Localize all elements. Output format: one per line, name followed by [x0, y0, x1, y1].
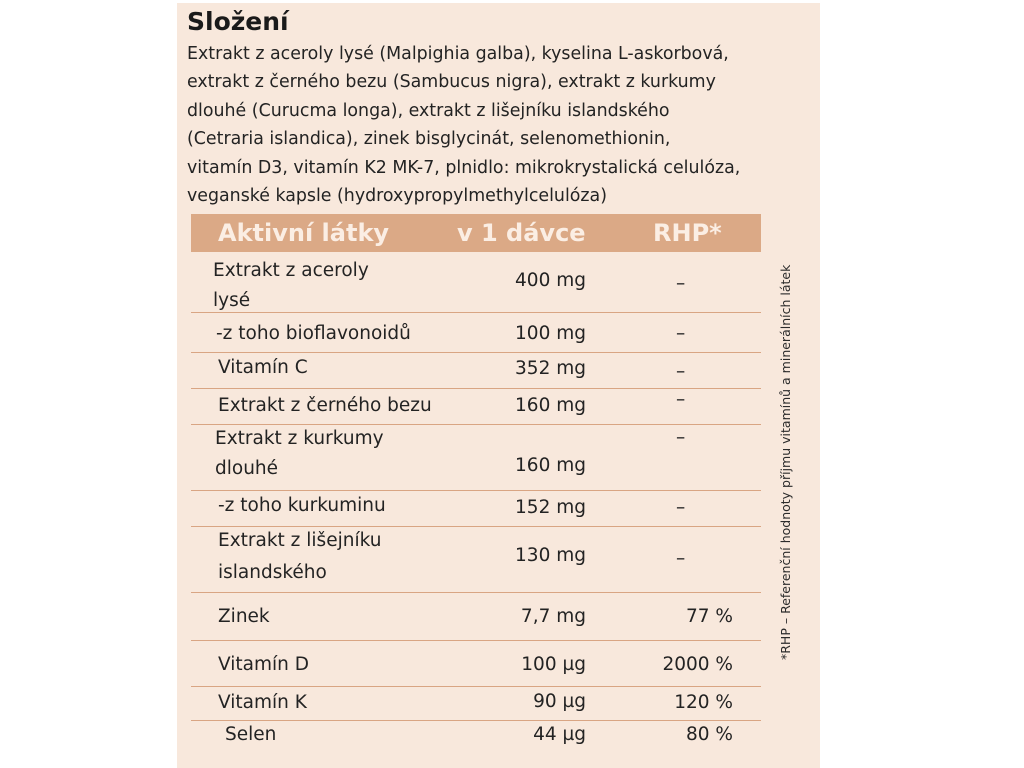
row-substance-name: islandského	[218, 562, 327, 583]
row-substance-name: Selen	[225, 724, 277, 745]
row-dose-value: 400 mg	[515, 270, 586, 291]
ingredients-line: vitamín D3, vitamín K2 MK-7, plnidlo: mikrokrystalická celulóza,	[187, 157, 741, 178]
header-per-dose: v 1 dávce	[457, 219, 586, 247]
row-substance-name: Extrakt z černého bezu	[218, 395, 432, 416]
row-rhp-value: 2000 %	[662, 654, 733, 675]
row-substance-name: Extrakt z lišejníku	[218, 530, 382, 551]
row-dose-value: 100 mg	[515, 323, 586, 344]
ingredients-line: extrakt z černého bezu (Sambucus nigra), extrakt z kurkumy	[187, 72, 716, 93]
row-dose-value: 90 µg	[533, 691, 586, 712]
row-dose-value: 7,7 mg	[520, 606, 586, 627]
row-rhp-value: 77 %	[686, 606, 733, 627]
row-dose-value: 160 mg	[515, 395, 586, 416]
ingredients-line: (Cetraria islandica), zinek bisglycinát, selenomethionin,	[187, 129, 671, 150]
ingredients-line: dlouhé (Curucma longa), extrakt z lišejníku islandského	[187, 100, 670, 121]
ingredients-text	[187, 40, 812, 210]
row-rhp-value: –	[676, 427, 686, 448]
table-header-row	[191, 214, 761, 252]
row-dose-value: 352 mg	[515, 358, 586, 379]
row-substance-name: lysé	[213, 290, 251, 311]
row-substance-name: Extrakt z aceroly	[213, 260, 369, 281]
row-substance-name: dlouhé	[215, 458, 279, 479]
row-substance-name: Vitamín C	[218, 357, 308, 378]
row-divider	[191, 312, 761, 313]
section-title: Složení	[187, 7, 289, 36]
row-rhp-value: –	[676, 273, 686, 294]
ingredients-line: veganské kapsle (hydroxypropylmethylcelulóza)	[187, 186, 607, 207]
row-substance-name: -z toho bioflavonoidů	[216, 323, 411, 344]
row-dose-value: 130 mg	[515, 545, 586, 566]
row-rhp-value: 80 %	[686, 724, 733, 745]
rhp-footnote: *RHP – Referenční hodnoty příjmu vitamínů a minerálních látek	[778, 264, 793, 660]
row-substance-name: Vitamín D	[218, 654, 309, 675]
row-dose-value: 44 µg	[533, 724, 586, 745]
row-rhp-value: –	[676, 361, 686, 382]
row-substance-name: Extrakt z kurkumy	[215, 428, 384, 449]
row-substance-name: -z toho kurkuminu	[218, 495, 386, 516]
row-rhp-value: –	[676, 548, 686, 569]
row-rhp-value: –	[676, 323, 686, 344]
row-substance-name: Vitamín K	[218, 692, 307, 713]
ingredients-line: Extrakt z aceroly lysé (Malpighia galba), kyselina L-askorbová,	[187, 44, 729, 64]
header-active-substances: Aktivní látky	[218, 219, 390, 247]
header-rhp: RHP*	[653, 219, 722, 247]
row-dose-value: 152 mg	[515, 497, 586, 518]
row-divider	[191, 640, 761, 641]
row-rhp-value: –	[676, 497, 686, 518]
row-divider	[191, 592, 761, 593]
row-dose-value: 100 µg	[521, 654, 586, 675]
row-rhp-value: 120 %	[674, 692, 733, 713]
row-rhp-value: –	[676, 389, 686, 410]
row-divider	[191, 720, 761, 721]
row-dose-value: 160 mg	[515, 455, 586, 476]
row-substance-name: Zinek	[218, 606, 270, 627]
